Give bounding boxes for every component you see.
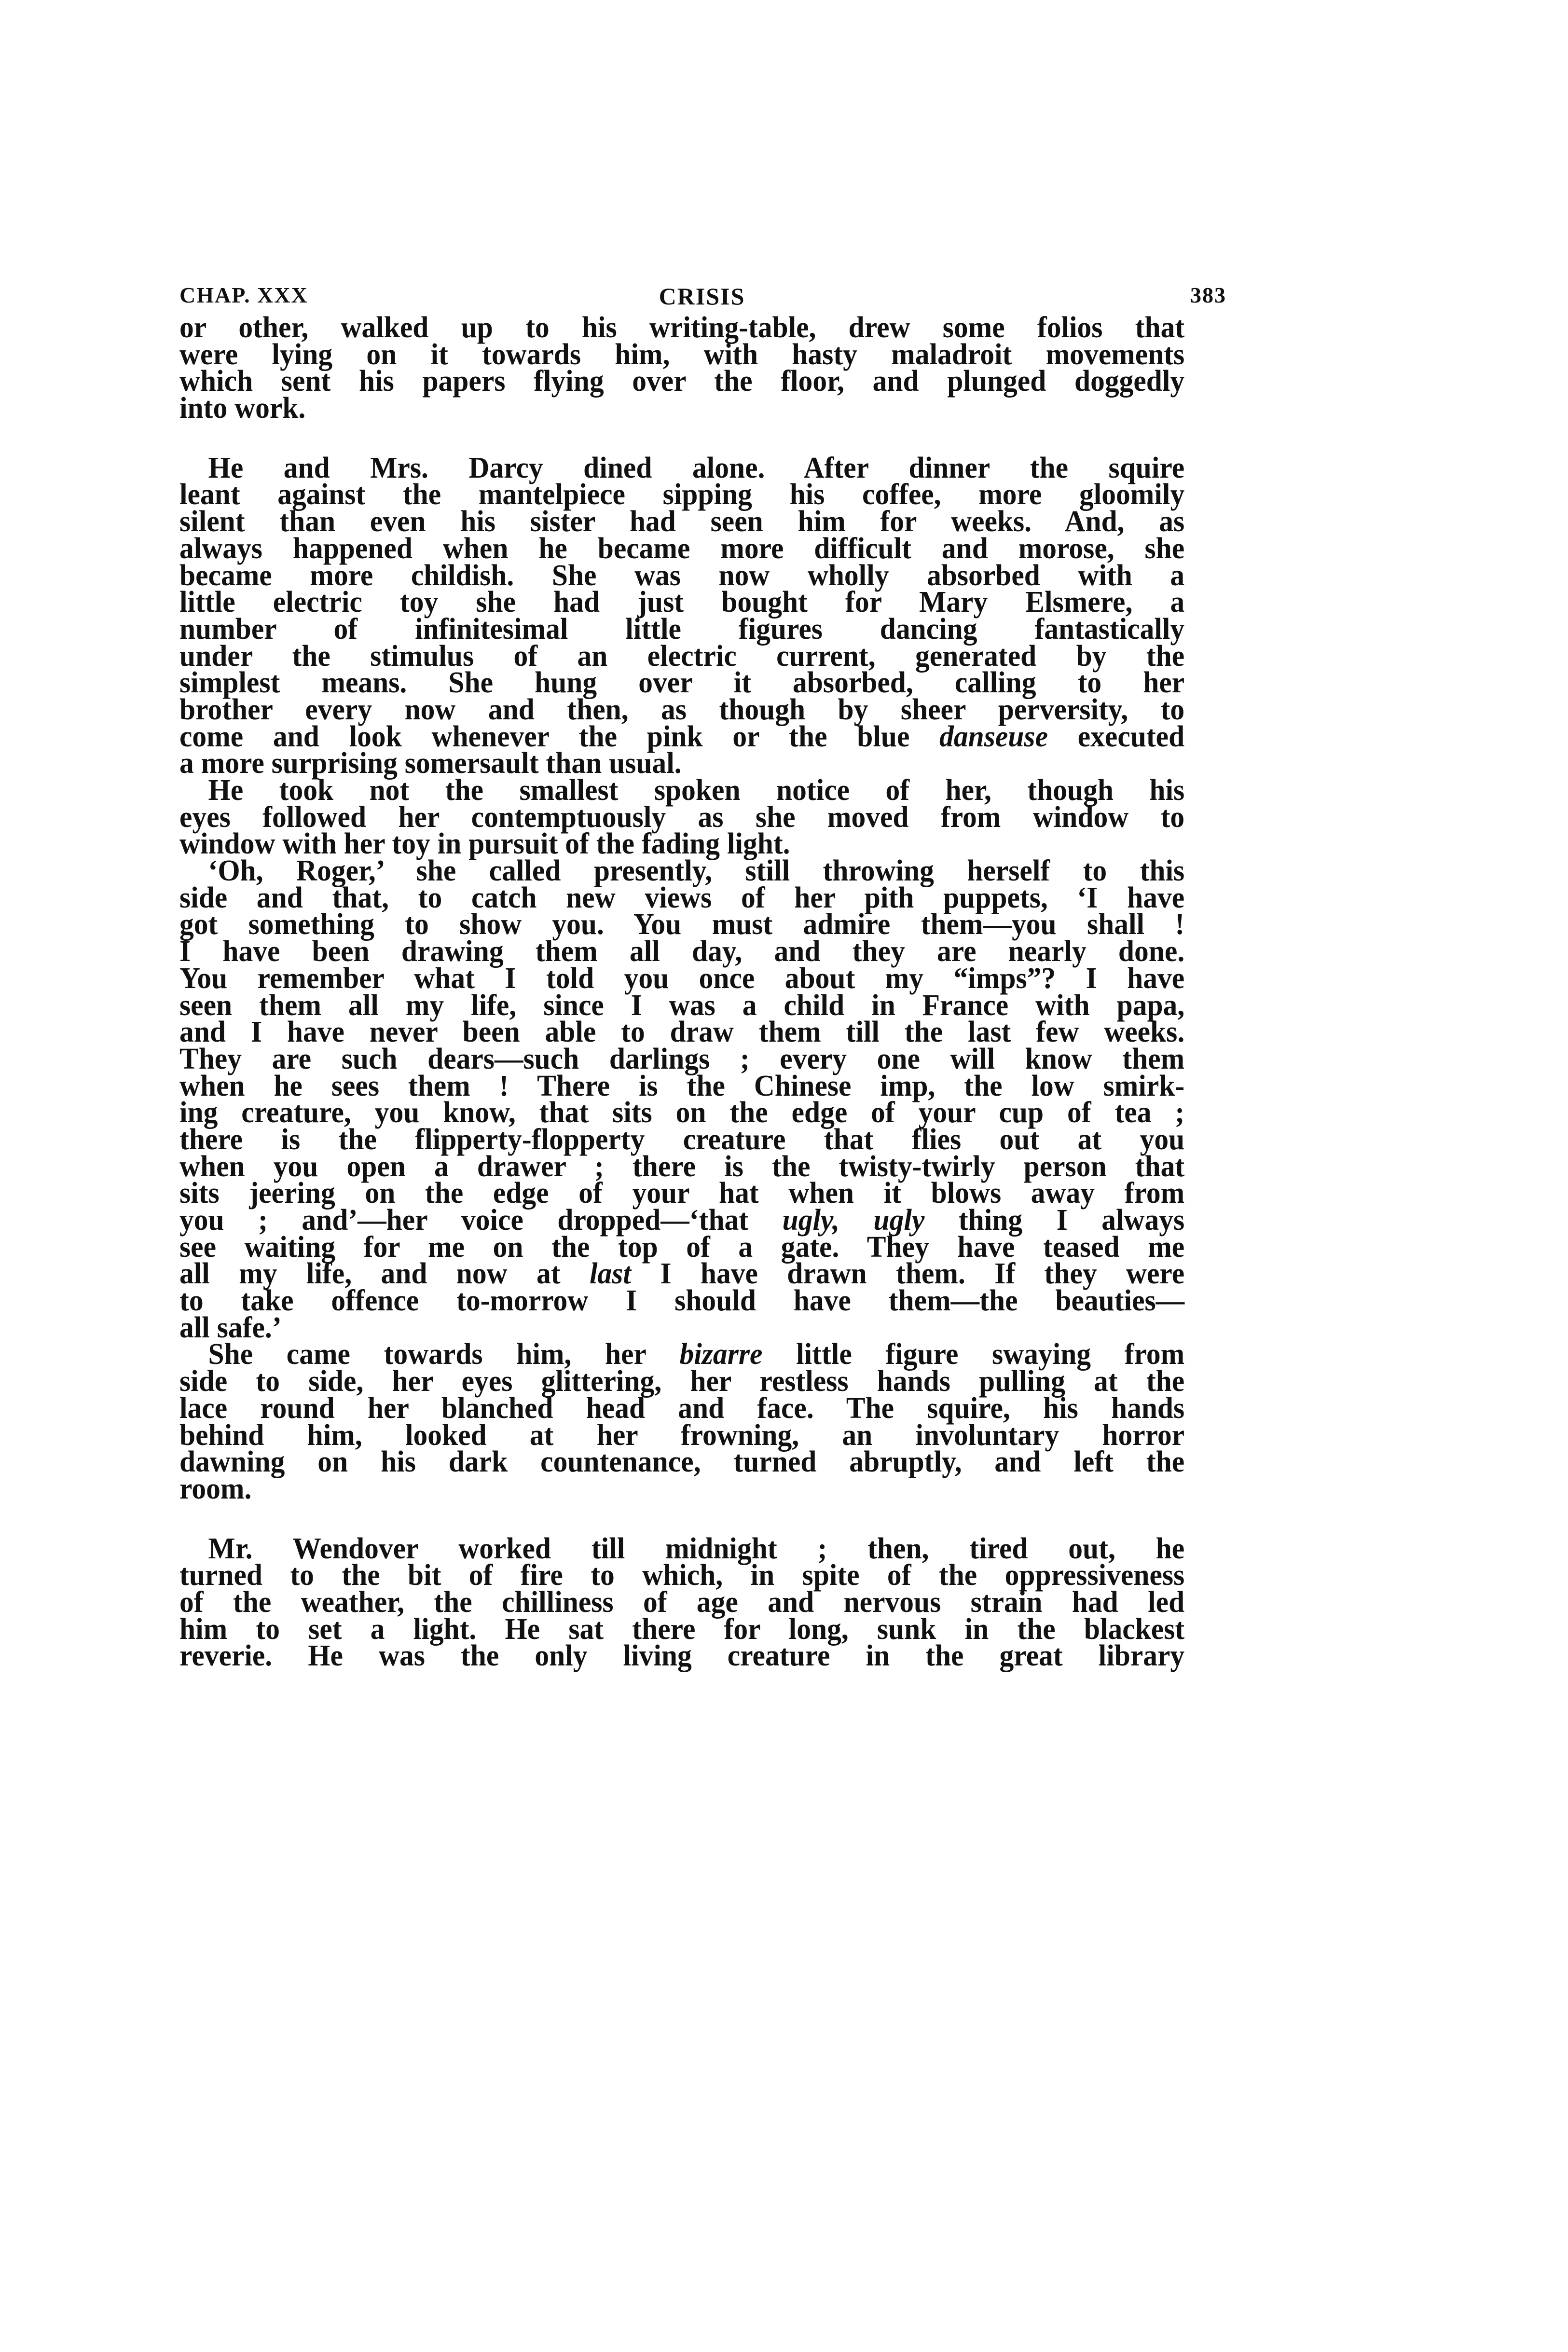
text-span: became more childish. She was now wholly absorbed with a xyxy=(179,559,1185,592)
text-span: ‘Oh, Roger,’ she called presently, still throwing herself to this xyxy=(208,854,1185,888)
text-line xyxy=(179,1257,1185,1291)
text-line xyxy=(179,1532,1185,1565)
text-line xyxy=(179,1150,1185,1183)
text-span: Mr. Wendover worked till midnight ; then, tired out, he xyxy=(208,1532,1185,1565)
text-line xyxy=(179,338,1185,371)
text-line xyxy=(179,935,1185,968)
text-line xyxy=(179,1042,1185,1075)
text-line xyxy=(179,962,1185,995)
italic-text: ugly, ugly xyxy=(782,1204,925,1237)
text-span: all safe.’ xyxy=(179,1311,282,1344)
running-head-title: CRISIS xyxy=(659,283,745,310)
text-span: window with her toy in pursuit of the fading light. xyxy=(179,827,790,861)
text-span: under the stimulus of an electric current, generated by the xyxy=(179,639,1185,673)
text-line xyxy=(179,1096,1185,1129)
text-line xyxy=(179,1391,1185,1425)
text-span: number of infinitesimal little figures dancing fantastically xyxy=(179,612,1185,646)
text-span: He took not the smallest spoken notice of her, though his xyxy=(208,774,1185,807)
text-line xyxy=(179,1069,1185,1102)
text-line xyxy=(179,639,1185,673)
text-span: a more surprising somersault than usual. xyxy=(179,747,682,780)
text-line xyxy=(179,532,1185,565)
text-span: executed xyxy=(1048,720,1185,753)
text-line xyxy=(179,908,1185,941)
text-span: little electric toy she had just bought for Mary Elsmere, a xyxy=(179,586,1185,619)
text-span: He and Mrs. Darcy dined alone. After dinner the squire xyxy=(208,451,1185,484)
text-line xyxy=(179,1365,1185,1398)
text-line xyxy=(179,693,1185,726)
text-line xyxy=(179,827,1184,861)
text-span: when you open a drawer ; there is the twisty-twirly person that xyxy=(179,1150,1185,1183)
text-line xyxy=(179,854,1185,888)
text-span: simplest means. She hung over it absorbed, calling to her xyxy=(179,666,1185,700)
text-line xyxy=(179,1639,1185,1673)
page-number: 383 xyxy=(1190,283,1226,307)
text-line xyxy=(179,311,1185,344)
text-span: silent than even his sister had seen him for weeks. And, as xyxy=(179,505,1185,538)
text-span: him to set a light. He sat there for long, sunk in the blackest xyxy=(179,1612,1185,1646)
text-line xyxy=(179,1612,1185,1646)
text-line xyxy=(179,478,1185,511)
text-line xyxy=(179,1585,1185,1619)
text-span: and I have never been able to draw them till the last few weeks. xyxy=(179,1016,1185,1049)
text-line xyxy=(179,1284,1185,1318)
text-span: seen them all my life, since I was a child in France with papa, xyxy=(179,989,1185,1022)
italic-text: last xyxy=(589,1257,631,1291)
text-line xyxy=(179,1204,1185,1237)
text-line xyxy=(179,1230,1185,1264)
text-span: room. xyxy=(179,1472,252,1505)
text-line xyxy=(179,1177,1185,1210)
text-line xyxy=(179,720,1185,753)
text-span: side to side, her eyes glittering, her restless hands pulling at the xyxy=(179,1365,1185,1398)
text-span: I have drawn them. If they were xyxy=(631,1257,1185,1291)
text-span: of the weather, the chilliness of age and nervous strain had led xyxy=(179,1585,1185,1619)
text-line xyxy=(179,559,1185,592)
text-line xyxy=(179,612,1185,646)
text-span: reverie. He was the only living creature in the great library xyxy=(179,1639,1185,1673)
text-span: eyes followed her contemptuously as she moved from window to xyxy=(179,800,1185,834)
text-span: You remember what I told you once about my “imps”? I have xyxy=(179,962,1185,995)
text-span: behind him, looked at her frowning, an involuntary horror xyxy=(179,1418,1185,1452)
italic-text: danseuse xyxy=(939,720,1048,753)
text-span: got something to show you. You must admire them—you shall ! xyxy=(179,908,1185,941)
text-line xyxy=(179,505,1185,538)
running-head-chapter: CHAP. XXX xyxy=(179,283,308,307)
text-line xyxy=(179,1418,1185,1452)
text-span: there is the flipperty-flopperty creature that flies out at you xyxy=(179,1123,1185,1156)
text-span: She came towards him, her xyxy=(208,1338,680,1371)
text-span: into work. xyxy=(179,392,306,425)
text-line xyxy=(179,1559,1185,1592)
text-line xyxy=(179,451,1185,484)
text-line xyxy=(179,1445,1185,1479)
text-span: always happened when he became more difficult and morose, she xyxy=(179,532,1185,565)
text-span: come and look whenever the pink or the blue xyxy=(179,720,940,753)
text-line xyxy=(179,774,1185,807)
text-span: leant against the mantelpiece sipping his coffee, more gloomily xyxy=(179,478,1185,511)
text-span: when he sees them ! There is the Chinese imp, the low smirk- xyxy=(179,1069,1185,1102)
text-line xyxy=(179,747,1184,780)
italic-text: bizarre xyxy=(679,1338,763,1371)
text-span: were lying on it towards him, with hasty maladroit movements xyxy=(179,338,1185,371)
text-span: or other, walked up to his writing-table, drew some folios that xyxy=(179,311,1185,344)
text-span: They are such dears—such darlings ; every one will know them xyxy=(179,1042,1185,1075)
text-span: which sent his papers flying over the floor, and plunged doggedly xyxy=(179,365,1185,398)
text-span: I have been drawing them all day, and they are nearly done. xyxy=(179,935,1185,968)
text-span: dawning on his dark countenance, turned abruptly, and left the xyxy=(179,1445,1185,1479)
text-span: thing I always xyxy=(924,1204,1185,1237)
text-span: you ; and’—her voice dropped—‘that xyxy=(179,1204,783,1237)
text-line xyxy=(179,1338,1185,1371)
text-line xyxy=(179,989,1185,1022)
text-line xyxy=(179,881,1185,914)
text-line xyxy=(179,800,1185,834)
text-span: to take offence to-morrow I should have them—the beauties— xyxy=(179,1284,1185,1318)
text-span: turned to the bit of fire to which, in spite of the oppressiveness xyxy=(179,1559,1185,1592)
text-span: sits jeering on the edge of your hat when it blows away from xyxy=(179,1177,1185,1210)
text-line xyxy=(179,586,1185,619)
text-span: ing creature, you know, that sits on the edge of your cup of tea ; xyxy=(179,1096,1185,1129)
text-span: brother every now and then, as though by sheer perversity, to xyxy=(179,693,1185,726)
text-line xyxy=(179,392,1184,425)
text-line xyxy=(179,1016,1185,1049)
text-span: all my life, and now at xyxy=(179,1257,590,1291)
text-line xyxy=(179,1123,1185,1156)
text-span: little figure swaying from xyxy=(762,1338,1185,1371)
text-span: side and that, to catch new views of her pith puppets, ‘I have xyxy=(179,881,1185,914)
text-span: see waiting for me on the top of a gate. They have teased me xyxy=(179,1230,1185,1264)
text-line xyxy=(179,1311,1184,1344)
text-line xyxy=(179,1472,1184,1505)
text-span: lace round her blanched head and face. The squire, his hands xyxy=(179,1391,1185,1425)
text-line xyxy=(179,365,1185,398)
body-text xyxy=(179,311,1226,1673)
text-line xyxy=(179,666,1185,700)
